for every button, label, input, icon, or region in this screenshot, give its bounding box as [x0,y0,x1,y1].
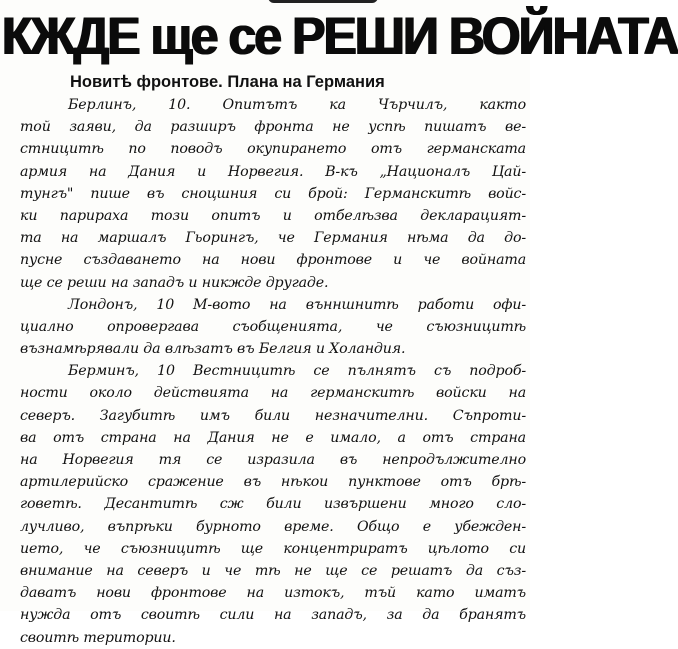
article-line: ва отъ страна на Дания не е имало, а отъ страна [20,429,526,446]
article-line: на Норвегия тя се изразила въ непродължително [20,452,526,468]
article-line: ности около действията на германскитѣ войски на [20,385,526,402]
cropped-header-fragment [268,0,378,3]
article-line: пусне създаването на нови фронтове и че войната [20,252,526,269]
article-line: лучливо, въпрѣки бурното време. Общо е убежден- [20,518,526,535]
subheading: Новитѣ фронтове. Плана на Германия [70,73,385,91]
article-line: тунгъ" пише въ сноцшния си брой: Германскитѣ войс- [20,185,526,202]
article-line: възнамѣрявали да влѣзатъ въ Белгия и Холандия. [20,341,406,358]
article-line: армия на Дания и Норвегия. В-къ „Националъ Цай- [20,163,526,180]
article-line: той заяви, да разширъ фронта не успѣ пишатъ ве- [20,119,526,136]
article-line: своитѣ територии. [20,629,176,646]
article-line: стницитѣ по поводъ окупирането отъ германската [20,141,526,158]
article-line: даватъ нови фронтове на изтокъ, тъй като иматъ [20,585,526,602]
article-line: та на маршалъ Гьорингъ, че Германия нѣма да до- [20,230,526,247]
article-line: ието, че съюзницитѣ ще концентриратъ цѣлото си [20,540,526,557]
article-line: говетѣ. Десантитѣ сж били извършени много сло- [20,496,526,513]
headline: КЖДЕ ще се РЕШИ ВОЙНАТА [2,7,678,66]
article-line: ки парираха този опитъ и отбелѣзва декларацият- [20,207,526,224]
article-line: Берлинъ, 10. Опитътъ ка Чърчилъ, както [68,97,526,113]
article-line: артилерийско сражение въ нѣкои пунктове отъ брѣ- [20,474,526,491]
article-line: Лондонъ, 10 М-вото на вънншнитѣ работи офи- [68,296,526,313]
article-line: северъ. Загубитѣ имъ били незначителни. Съпроти- [20,407,526,424]
article-line: Берминъ, 10 Вестницитѣ се пълнятъ съ подроб- [68,363,526,380]
article-line: внимание на северъ и че тѣ не ще се решатъ да съз- [20,562,526,579]
article-line: ще се реши на западъ и никжде другаде. [20,274,329,291]
article-line: нужда отъ своитѣ сили на западъ, за да бранятъ [20,607,526,624]
article-body [20,94,526,649]
article-line: циално опровергава съобщенията, че съюзницитѣ [20,318,526,335]
